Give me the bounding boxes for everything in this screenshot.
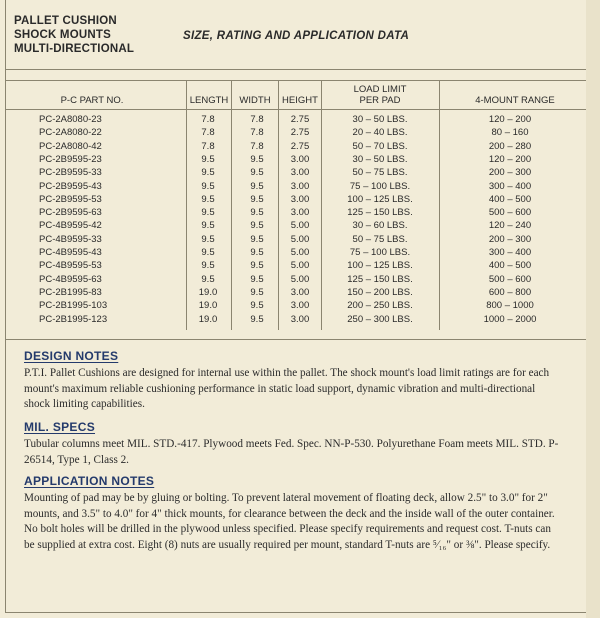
title-line: PALLET CUSHION bbox=[14, 15, 117, 27]
length-cell: 9.5 bbox=[201, 247, 215, 258]
mount-range-cell: 120 – 240 bbox=[488, 220, 532, 232]
width-cell: 9.5 bbox=[250, 247, 264, 258]
width-cell: 9.5 bbox=[250, 167, 264, 179]
part-number-cell: PC-2B9595-23 bbox=[39, 153, 102, 165]
part-number-cell: PC-2B1995-103 bbox=[39, 300, 108, 312]
load-limit-cell: 200 – 250 LBS. bbox=[347, 300, 413, 312]
height-cell: 3.00 bbox=[290, 300, 310, 312]
width-cell: 9.5 bbox=[250, 286, 264, 298]
mount-range-cell: 500 – 600 bbox=[488, 273, 532, 285]
mount-range-cell: 200 – 300 bbox=[488, 167, 532, 179]
load-limit-cell: 250 – 300 LBS. bbox=[347, 313, 413, 325]
header-width: WIDTH bbox=[239, 95, 271, 106]
table-row bbox=[0, 219, 586, 232]
height-cell: 5.00 bbox=[290, 273, 310, 285]
length-cell: 19.0 bbox=[198, 300, 218, 312]
load-limit-cell: 100 – 125 LBS. bbox=[347, 193, 413, 205]
width-cell: 9.5 bbox=[250, 193, 264, 205]
mount-range-cell: 300 – 400 bbox=[488, 180, 532, 192]
table-row bbox=[0, 140, 586, 153]
header-length: LENGTH bbox=[189, 95, 229, 106]
length-cell: 9.5 bbox=[201, 153, 215, 165]
mount-range-cell: 300 – 400 bbox=[488, 247, 532, 258]
part-number-cell: PC-4B9595-33 bbox=[39, 233, 102, 245]
load-limit-cell: 50 – 70 LBS. bbox=[352, 140, 408, 152]
table-row bbox=[0, 126, 586, 139]
table-row bbox=[0, 286, 586, 299]
mil-specs-text: Tubular columns meet MIL. STD.-417. Plywood meets Fed. Spec. NN-P-530. Polyurethane Foam meets MIL. STD. P-26514, Type 1, Class 2. bbox=[24, 438, 559, 466]
page-edge-strip bbox=[586, 0, 600, 618]
header-part-no: P-C PART NO. bbox=[60, 95, 124, 106]
width-cell: 7.8 bbox=[250, 114, 264, 125]
height-cell: 3.00 bbox=[290, 153, 310, 165]
table-header-divider bbox=[5, 109, 586, 110]
height-cell: 5.00 bbox=[290, 220, 310, 232]
load-limit-cell: 20 – 40 LBS. bbox=[352, 127, 408, 139]
mount-range-cell: 80 – 160 bbox=[491, 127, 529, 139]
load-limit-cell: 125 – 150 LBS. bbox=[347, 273, 413, 285]
height-cell: 2.75 bbox=[290, 140, 310, 152]
width-cell: 9.5 bbox=[250, 153, 264, 165]
length-cell: 9.5 bbox=[201, 220, 215, 232]
mount-range-cell: 1000 – 2000 bbox=[483, 313, 537, 325]
document-title bbox=[14, 14, 134, 56]
load-limit-cell: 100 – 125 LBS. bbox=[347, 260, 413, 272]
length-cell: 7.8 bbox=[201, 140, 215, 152]
width-cell: 9.5 bbox=[250, 273, 264, 285]
height-cell: 3.00 bbox=[290, 193, 310, 205]
length-cell: 9.5 bbox=[201, 260, 215, 272]
table-row bbox=[0, 233, 586, 246]
length-cell: 7.8 bbox=[201, 127, 215, 139]
length-cell: 19.0 bbox=[198, 313, 218, 325]
mount-range-cell: 400 – 500 bbox=[488, 260, 532, 272]
design-notes-text: P.T.I. Pallet Cushions are designed for internal use within the pallet. The shock mount's load limit ratings are for each mount's maximum reliable cushioning performance in static load support, dynamic vibration and multi-directional shock limiting capabilities. bbox=[24, 367, 550, 410]
mount-range-cell: 200 – 280 bbox=[488, 140, 532, 152]
mount-range-cell: 120 – 200 bbox=[488, 153, 532, 165]
load-limit-cell: 30 – 60 LBS. bbox=[352, 220, 408, 232]
title-line: MULTI-DIRECTIONAL bbox=[14, 43, 135, 55]
table-row bbox=[0, 273, 586, 286]
design-notes-heading: DESIGN NOTES bbox=[24, 349, 119, 363]
mount-range-cell: 800 – 1000 bbox=[486, 300, 534, 312]
part-number-cell: PC-4B9595-53 bbox=[39, 260, 102, 272]
table-row bbox=[0, 313, 586, 326]
part-number-cell: PC-2B9595-43 bbox=[39, 180, 102, 192]
mount-range-cell: 400 – 500 bbox=[488, 193, 532, 205]
length-cell: 9.5 bbox=[201, 273, 215, 285]
length-cell: 7.8 bbox=[201, 114, 215, 125]
mil-specs-heading: MIL. SPECS bbox=[24, 420, 96, 434]
width-cell: 9.5 bbox=[250, 313, 264, 325]
document-subtitle: SIZE, RATING AND APPLICATION DATA bbox=[183, 30, 410, 42]
load-limit-cell: 75 – 100 LBS. bbox=[349, 247, 411, 258]
load-limit-cell: 30 – 50 LBS. bbox=[352, 114, 408, 125]
width-cell: 7.8 bbox=[250, 127, 264, 139]
part-number-cell: PC-2A8080-23 bbox=[39, 114, 102, 125]
application-notes-section bbox=[24, 474, 564, 553]
application-notes-text: Mounting of pad may be by gluing or bolting. To prevent lateral movement of floating deck, allow 2.5" to 3.0" for 2" mounts, and 3.5" to 4.0" for 4" thick mounts, for clearance between the deck and the inside wall of the outer container. No bolt holes will be drilled in the plywood unless specified. Please specify requirements and request cost. T-nuts can be supplied at extra cost. Eight (8) nuts are usually required per mount, standard T-nuts are ⁵⁄₁₆" or ⅜". Please specify. bbox=[24, 492, 555, 551]
part-number-cell: PC-2A8080-22 bbox=[39, 127, 102, 139]
width-cell: 9.5 bbox=[250, 207, 264, 219]
width-cell: 7.8 bbox=[250, 140, 264, 152]
part-number-cell: PC-4B9595-42 bbox=[39, 220, 102, 232]
part-number-cell: PC-2B9595-53 bbox=[39, 193, 102, 205]
length-cell: 9.5 bbox=[201, 193, 215, 205]
table-row bbox=[0, 180, 586, 193]
divider bbox=[5, 69, 586, 70]
table-row bbox=[0, 206, 586, 219]
height-cell: 3.00 bbox=[290, 286, 310, 298]
load-limit-cell: 30 – 50 LBS. bbox=[352, 153, 408, 165]
height-cell: 2.75 bbox=[290, 114, 310, 125]
table-row bbox=[0, 166, 586, 179]
length-cell: 9.5 bbox=[201, 207, 215, 219]
width-cell: 9.5 bbox=[250, 300, 264, 312]
divider bbox=[5, 339, 586, 340]
table-row bbox=[0, 153, 586, 166]
height-cell: 3.00 bbox=[290, 207, 310, 219]
width-cell: 9.5 bbox=[250, 180, 264, 192]
length-cell: 9.5 bbox=[201, 180, 215, 192]
length-cell: 19.0 bbox=[198, 286, 218, 298]
part-number-cell: PC-4B9595-63 bbox=[39, 273, 102, 285]
load-limit-cell: 150 – 200 LBS. bbox=[347, 286, 413, 298]
mount-range-cell: 500 – 600 bbox=[488, 207, 532, 219]
part-number-cell: PC-2B1995-123 bbox=[39, 313, 108, 325]
load-limit-cell: 50 – 75 LBS. bbox=[352, 233, 408, 245]
header-height: HEIGHT bbox=[282, 95, 318, 106]
title-line: SHOCK MOUNTS bbox=[14, 29, 111, 41]
width-cell: 9.5 bbox=[250, 220, 264, 232]
table-row bbox=[0, 299, 586, 312]
height-cell: 5.00 bbox=[290, 260, 310, 272]
part-number-cell: PC-2A8080-42 bbox=[39, 140, 102, 152]
table-row bbox=[0, 113, 586, 126]
part-number-cell: PC-2B9595-33 bbox=[39, 167, 102, 179]
height-cell: 3.00 bbox=[290, 167, 310, 179]
height-cell: 3.00 bbox=[290, 180, 310, 192]
header-load-limit: LOAD LIMIT PER PAD bbox=[353, 84, 407, 106]
load-limit-cell: 75 – 100 LBS. bbox=[349, 180, 411, 192]
mount-range-cell: 200 – 300 bbox=[488, 233, 532, 245]
height-cell: 2.75 bbox=[290, 127, 310, 139]
mil-specs-section bbox=[24, 420, 564, 468]
application-notes-heading: APPLICATION NOTES bbox=[24, 474, 155, 488]
header-4-mount-range: 4-MOUNT RANGE bbox=[475, 95, 555, 106]
load-limit-cell: 125 – 150 LBS. bbox=[347, 207, 413, 219]
design-notes-section bbox=[24, 349, 564, 413]
mount-range-cell: 600 – 800 bbox=[488, 286, 532, 298]
height-cell: 5.00 bbox=[290, 233, 310, 245]
height-cell: 5.00 bbox=[290, 247, 310, 258]
part-number-cell: PC-2B9595-63 bbox=[39, 207, 102, 219]
mount-range-cell: 120 – 200 bbox=[488, 114, 532, 125]
table-row bbox=[0, 259, 586, 272]
part-number-cell: PC-4B9595-43 bbox=[39, 247, 102, 258]
load-limit-cell: 50 – 75 LBS. bbox=[352, 167, 408, 179]
length-cell: 9.5 bbox=[201, 167, 215, 179]
table-row bbox=[0, 193, 586, 206]
width-cell: 9.5 bbox=[250, 260, 264, 272]
width-cell: 9.5 bbox=[250, 233, 264, 245]
height-cell: 3.00 bbox=[290, 313, 310, 325]
length-cell: 9.5 bbox=[201, 233, 215, 245]
part-number-cell: PC-2B1995-83 bbox=[39, 286, 102, 298]
table-row bbox=[0, 246, 586, 259]
